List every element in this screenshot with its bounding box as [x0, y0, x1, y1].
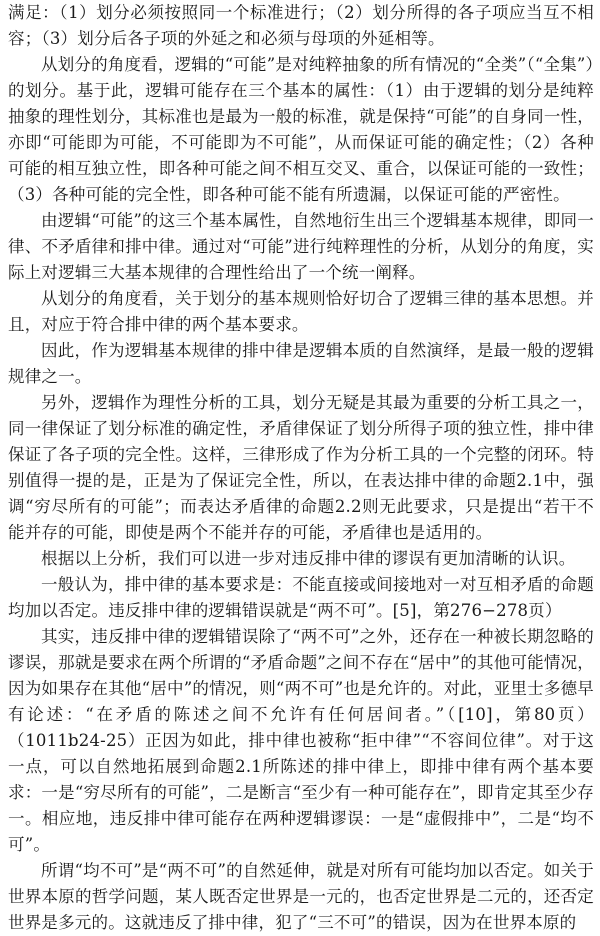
paragraph-4: 从划分的角度看，关于划分的基本规则恰好切合了逻辑三律的基本思想。并且，对应于符合排中律的两个基本要求。 [8, 289, 594, 334]
paragraph-5: 因此，作为逻辑基本规律的排中律是逻辑本质的自然演绎，是最一般的逻辑规律之一。 [8, 341, 594, 386]
paragraph-3: 由逻辑“可能”的这三个基本属性，自然地衍生出三个逻辑基本规律，即同一律、不矛盾律和排中律。通过对“可能”进行纯粹理性的分析，从划分的角度，实际上对逻辑三大基本规律的合理性给出了一个统一阐释。 [8, 211, 594, 282]
paragraph-6: 另外，逻辑作为理性分析的工具，划分无疑是其最为重要的分析工具之一，同一律保证了划分标准的确定性，矛盾律保证了划分所得子项的独立性，排中律保证了各子项的完全性。这样，三律形成了作为分析工具的一个完整的闭环。特别值得一提的是，正是为了保证完全性，所以，在表达排中律的命题2.1中，强调“穷尽所有的可能”；而表达矛盾律的命题2.2则无此要求，只是提出“若干不能并存的可能，即使是两个不能并存的可能，矛盾律也是适用的。 [8, 393, 594, 542]
paragraph-9: 其实，违反排中律的逻辑错误除了“两不可”之外，还存在一种被长期忽略的谬误，那就是要求在两个所谓的“矛盾命题”之间不存在“居中”的其他可能情况，因为如果存在其他“居中”的情况，则“两不可”也是允许的。对此，亚里士多德早有论述：“在矛盾的陈述之间不允许有任何居间者。”（[10]，第80页）（1011b24-25）正因为如此，排中律也被称“拒中律”“不容间位律”。对于这一点，可以自然地拓展到命题2.1所陈述的排中律上，即排中律有两个基本要求：一是“穷尽所有的可能”，二是断言“至少有一种可能存在”，即肯定其至少存一。相应地，违反排中律可能存在两种逻辑谬误：一是“虚假排中”，二是“均不可”。 [8, 627, 594, 854]
paragraph-1: 满足：（1）划分必须按照同一个标准进行；（2）划分所得的各子项应当互不相容；（3）划分后各子项的外延之和必须与母项的外延相等。 [8, 3, 594, 48]
paragraph-7: 根据以上分析，我们可以进一步对违反排中律的谬误有更加清晰的认识。 [41, 549, 576, 568]
paragraph-8: 一般认为，排中律的基本要求是：不能直接或间接地对一对互相矛盾的命题均加以否定。违反排中律的逻辑错误就是“两不可”。[5]，第276−278页） [8, 575, 594, 620]
paragraph-2: 从划分的角度看，逻辑的“可能”是对纯粹抽象的所有情况的“全类”（“全集”）的划分。基于此，逻辑可能存在三个基本的属性：（1）由于逻辑的划分是纯粹抽象的理性划分，其标准也是最为一般的标准，就是保持“可能”的自身同一性，亦即“可能即为可能，不可能即为不可能”，从而保证可能的确定性；（2）各种可能的相互独立性，即各种可能之间不相互交叉、重合，以保证可能的一致性；（3）各种可能的完全性，即各种可能不能有所遗漏，以保证可能的严密性。 [8, 55, 595, 204]
paragraph-10: 所谓“均不可”是“两不可”的自然延伸，就是对所有可能均加以否定。如关于世界本原的哲学问题，某人既否定世界是一元的，也否定世界是二元的，还否定世界是多元的。这就违反了排中律，犯了“三不可”的错误，因为在世界本原的 [8, 861, 594, 932]
